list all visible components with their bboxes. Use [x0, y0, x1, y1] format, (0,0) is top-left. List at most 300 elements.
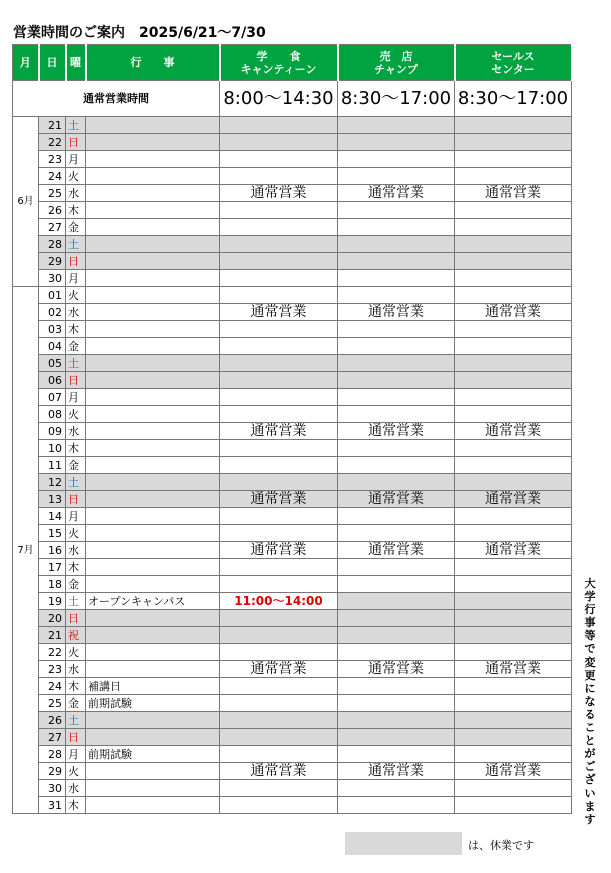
event-cell — [86, 661, 220, 678]
cafeteria-status — [220, 559, 338, 576]
shop-status — [338, 287, 455, 304]
cafeteria-status — [220, 236, 338, 253]
day-row — [13, 236, 572, 253]
sales-center-hours: 8:30～17:00 — [455, 81, 572, 117]
cafeteria-status — [220, 219, 338, 236]
shop-status — [338, 151, 455, 168]
day-number: 26 — [39, 202, 66, 219]
event-cell — [86, 202, 220, 219]
schedule-table — [12, 44, 573, 814]
day-number: 16 — [39, 542, 66, 559]
sales-center-status — [455, 270, 572, 287]
day-row — [13, 355, 572, 372]
cafeteria-status — [220, 508, 338, 525]
event-cell — [86, 610, 220, 627]
sales-center-status — [455, 253, 572, 270]
event-cell — [86, 389, 220, 406]
event-cell — [86, 338, 220, 355]
cafeteria-status — [220, 440, 338, 457]
regular-hours-row — [13, 81, 572, 117]
sales-center-status — [455, 712, 572, 729]
shop-status — [338, 559, 455, 576]
weekday: 日 — [66, 134, 86, 151]
event-cell — [86, 644, 220, 661]
cafeteria-status — [220, 168, 338, 185]
shop-status: 通常営業 — [338, 763, 455, 780]
day-row — [13, 202, 572, 219]
day-number: 23 — [39, 151, 66, 168]
day-row — [13, 491, 572, 508]
event-cell — [86, 542, 220, 559]
shop-status — [338, 270, 455, 287]
day-number: 28 — [39, 236, 66, 253]
day-row — [13, 797, 572, 814]
cafeteria-status — [220, 678, 338, 695]
event-cell — [86, 236, 220, 253]
shop-status — [338, 355, 455, 372]
day-number: 09 — [39, 423, 66, 440]
weekday: 日 — [66, 372, 86, 389]
header-month: 月 — [13, 45, 39, 81]
event-cell — [86, 355, 220, 372]
shop-status: 通常営業 — [338, 304, 455, 321]
event-cell — [86, 287, 220, 304]
shop-status — [338, 117, 455, 134]
weekday: 火 — [66, 644, 86, 661]
day-row — [13, 168, 572, 185]
event-cell — [86, 168, 220, 185]
day-number: 03 — [39, 321, 66, 338]
shop-status — [338, 627, 455, 644]
event-cell — [86, 304, 220, 321]
cafeteria-status — [220, 253, 338, 270]
weekday: 土 — [66, 474, 86, 491]
shop-status — [338, 508, 455, 525]
cafeteria-hours: 8:00～14:30 — [220, 81, 338, 117]
sales-center-status — [455, 134, 572, 151]
shop-status — [338, 678, 455, 695]
shop-status — [338, 202, 455, 219]
day-number: 15 — [39, 525, 66, 542]
day-number: 18 — [39, 576, 66, 593]
cafeteria-status: 通常営業 — [220, 423, 338, 440]
event-cell — [86, 134, 220, 151]
day-row — [13, 559, 572, 576]
sales-center-status — [455, 627, 572, 644]
event-cell — [86, 457, 220, 474]
shop-status: 通常営業 — [338, 661, 455, 678]
event-cell — [86, 797, 220, 814]
event-cell: 前期試験 — [86, 695, 220, 712]
cafeteria-status — [220, 151, 338, 168]
weekday: 土 — [66, 236, 86, 253]
event-cell — [86, 423, 220, 440]
cafeteria-status — [220, 355, 338, 372]
day-number: 10 — [39, 440, 66, 457]
day-number: 31 — [39, 797, 66, 814]
sales-center-status: 通常営業 — [455, 542, 572, 559]
day-row — [13, 644, 572, 661]
day-number: 04 — [39, 338, 66, 355]
day-number: 02 — [39, 304, 66, 321]
day-number: 05 — [39, 355, 66, 372]
weekday: 火 — [66, 525, 86, 542]
day-row — [13, 576, 572, 593]
day-row — [13, 270, 572, 287]
day-row — [13, 287, 572, 304]
cafeteria-status — [220, 610, 338, 627]
sales-center-status — [455, 695, 572, 712]
weekday: 月 — [66, 151, 86, 168]
shop-status — [338, 338, 455, 355]
day-row — [13, 423, 572, 440]
cafeteria-status: 通常営業 — [220, 763, 338, 780]
day-row — [13, 593, 572, 610]
sales-center-status — [455, 559, 572, 576]
shop-status — [338, 236, 455, 253]
event-cell — [86, 491, 220, 508]
day-number: 07 — [39, 389, 66, 406]
weekday: 土 — [66, 593, 86, 610]
day-row — [13, 372, 572, 389]
sales-center-status — [455, 576, 572, 593]
weekday: 土 — [66, 117, 86, 134]
sales-center-status — [455, 406, 572, 423]
sales-center-status — [455, 678, 572, 695]
shop-status: 通常営業 — [338, 185, 455, 202]
day-number: 20 — [39, 610, 66, 627]
shop-status — [338, 593, 455, 610]
shop-status — [338, 610, 455, 627]
day-row — [13, 627, 572, 644]
sales-center-status — [455, 236, 572, 253]
cafeteria-status — [220, 406, 338, 423]
sales-center-status — [455, 457, 572, 474]
day-number: 24 — [39, 168, 66, 185]
weekday: 金 — [66, 338, 86, 355]
day-row — [13, 780, 572, 797]
weekday: 月 — [66, 389, 86, 406]
day-row — [13, 678, 572, 695]
event-cell: 前期試験 — [86, 746, 220, 763]
weekday: 日 — [66, 610, 86, 627]
day-number: 06 — [39, 372, 66, 389]
month-label: 6月 — [13, 117, 39, 287]
day-row — [13, 610, 572, 627]
page-title: 営業時間のご案内 2025/6/21～7/30 — [13, 25, 266, 41]
day-row — [13, 763, 572, 780]
shop-status — [338, 644, 455, 661]
cafeteria-status — [220, 576, 338, 593]
weekday: 木 — [66, 797, 86, 814]
sales-center-status — [455, 117, 572, 134]
weekday: 祝 — [66, 627, 86, 644]
sales-center-status — [455, 610, 572, 627]
weekday: 水 — [66, 304, 86, 321]
event-cell — [86, 559, 220, 576]
event-cell — [86, 780, 220, 797]
sales-center-status — [455, 644, 572, 661]
event-cell — [86, 763, 220, 780]
header-sales-center: セールス センター — [455, 45, 572, 81]
sales-center-status — [455, 151, 572, 168]
day-row — [13, 406, 572, 423]
day-row — [13, 746, 572, 763]
day-number: 29 — [39, 253, 66, 270]
event-cell — [86, 627, 220, 644]
sales-center-status — [455, 797, 572, 814]
side-note: 大学行事等で変更になることがございます — [584, 577, 596, 826]
day-row — [13, 695, 572, 712]
day-number: 30 — [39, 780, 66, 797]
event-cell — [86, 117, 220, 134]
shop-status — [338, 525, 455, 542]
shop-status — [338, 746, 455, 763]
event-cell — [86, 576, 220, 593]
header-event: 行 事 — [86, 45, 220, 81]
cafeteria-status — [220, 372, 338, 389]
weekday: 金 — [66, 219, 86, 236]
weekday: 木 — [66, 440, 86, 457]
weekday: 土 — [66, 355, 86, 372]
event-cell — [86, 406, 220, 423]
weekday: 水 — [66, 661, 86, 678]
shop-hours: 8:30～17:00 — [338, 81, 455, 117]
cafeteria-status — [220, 457, 338, 474]
regular-hours-label: 通常営業時間 — [13, 81, 220, 117]
event-cell — [86, 508, 220, 525]
sales-center-status: 通常営業 — [455, 661, 572, 678]
weekday: 火 — [66, 763, 86, 780]
cafeteria-status — [220, 287, 338, 304]
shop-status — [338, 253, 455, 270]
sales-center-status — [455, 525, 572, 542]
closed-legend-swatch — [345, 832, 462, 855]
weekday: 木 — [66, 321, 86, 338]
sales-center-status: 通常営業 — [455, 304, 572, 321]
cafeteria-status — [220, 695, 338, 712]
day-row — [13, 389, 572, 406]
event-cell: オープンキャンパス — [86, 593, 220, 610]
shop-status: 通常営業 — [338, 423, 455, 440]
sales-center-status — [455, 508, 572, 525]
weekday: 水 — [66, 780, 86, 797]
sales-center-status — [455, 593, 572, 610]
header-shop: 売 店 チャンプ — [338, 45, 455, 81]
event-cell — [86, 525, 220, 542]
day-row — [13, 542, 572, 559]
event-cell: 補講日 — [86, 678, 220, 695]
day-number: 12 — [39, 474, 66, 491]
day-number: 25 — [39, 185, 66, 202]
event-cell — [86, 270, 220, 287]
weekday: 土 — [66, 712, 86, 729]
header-day: 日 — [39, 45, 66, 81]
sales-center-status: 通常営業 — [455, 491, 572, 508]
day-number: 28 — [39, 746, 66, 763]
sales-center-status — [455, 219, 572, 236]
month-label: 7月 — [13, 287, 39, 814]
shop-status — [338, 389, 455, 406]
day-number: 24 — [39, 678, 66, 695]
day-row — [13, 457, 572, 474]
weekday: 火 — [66, 287, 86, 304]
header-cafeteria: 学 食 キャンティーン — [220, 45, 338, 81]
sales-center-status — [455, 440, 572, 457]
weekday: 日 — [66, 729, 86, 746]
day-number: 22 — [39, 134, 66, 151]
sales-center-status: 通常営業 — [455, 423, 572, 440]
weekday: 水 — [66, 542, 86, 559]
weekday: 火 — [66, 168, 86, 185]
cafeteria-status — [220, 338, 338, 355]
weekday: 月 — [66, 508, 86, 525]
sales-center-status — [455, 389, 572, 406]
cafeteria-status — [220, 746, 338, 763]
event-cell — [86, 185, 220, 202]
day-number: 25 — [39, 695, 66, 712]
weekday: 火 — [66, 406, 86, 423]
event-cell — [86, 712, 220, 729]
header-row — [13, 45, 572, 81]
shop-status — [338, 780, 455, 797]
weekday: 木 — [66, 559, 86, 576]
shop-status — [338, 729, 455, 746]
weekday: 木 — [66, 678, 86, 695]
event-cell — [86, 151, 220, 168]
day-row — [13, 338, 572, 355]
cafeteria-status — [220, 474, 338, 491]
day-number: 30 — [39, 270, 66, 287]
shop-status — [338, 576, 455, 593]
weekday: 金 — [66, 457, 86, 474]
day-number: 08 — [39, 406, 66, 423]
event-cell — [86, 219, 220, 236]
day-row — [13, 729, 572, 746]
event-cell — [86, 321, 220, 338]
weekday: 金 — [66, 695, 86, 712]
day-row — [13, 525, 572, 542]
sales-center-status — [455, 321, 572, 338]
weekday: 水 — [66, 185, 86, 202]
weekday: 日 — [66, 253, 86, 270]
day-number: 26 — [39, 712, 66, 729]
cafeteria-status: 通常営業 — [220, 491, 338, 508]
day-number: 01 — [39, 287, 66, 304]
day-row — [13, 253, 572, 270]
weekday: 月 — [66, 270, 86, 287]
event-cell — [86, 372, 220, 389]
shop-status: 通常営業 — [338, 542, 455, 559]
shop-status — [338, 797, 455, 814]
cafeteria-status — [220, 644, 338, 661]
day-row — [13, 304, 572, 321]
cafeteria-status — [220, 780, 338, 797]
sales-center-status — [455, 355, 572, 372]
sales-center-status — [455, 202, 572, 219]
day-number: 21 — [39, 117, 66, 134]
day-number: 27 — [39, 219, 66, 236]
day-number: 13 — [39, 491, 66, 508]
cafeteria-status — [220, 202, 338, 219]
day-number: 19 — [39, 593, 66, 610]
day-row — [13, 321, 572, 338]
cafeteria-status: 11:00～14:00 — [220, 593, 338, 610]
shop-status — [338, 134, 455, 151]
day-row — [13, 185, 572, 202]
day-number: 17 — [39, 559, 66, 576]
sales-center-status — [455, 729, 572, 746]
shop-status — [338, 406, 455, 423]
day-number: 11 — [39, 457, 66, 474]
sales-center-status — [455, 287, 572, 304]
day-row — [13, 712, 572, 729]
sales-center-status — [455, 168, 572, 185]
weekday: 水 — [66, 423, 86, 440]
day-number: 23 — [39, 661, 66, 678]
day-number: 21 — [39, 627, 66, 644]
sales-center-status — [455, 372, 572, 389]
cafeteria-status — [220, 117, 338, 134]
shop-status — [338, 321, 455, 338]
day-number: 22 — [39, 644, 66, 661]
sales-center-status: 通常営業 — [455, 763, 572, 780]
cafeteria-status: 通常営業 — [220, 661, 338, 678]
cafeteria-status — [220, 270, 338, 287]
shop-status — [338, 168, 455, 185]
cafeteria-status — [220, 134, 338, 151]
cafeteria-status — [220, 797, 338, 814]
day-number: 27 — [39, 729, 66, 746]
sales-center-status — [455, 746, 572, 763]
cafeteria-status — [220, 712, 338, 729]
shop-status — [338, 474, 455, 491]
shop-status — [338, 219, 455, 236]
shop-status — [338, 695, 455, 712]
closed-legend-text: は、休業です — [468, 839, 534, 852]
sales-center-status — [455, 338, 572, 355]
day-number: 29 — [39, 763, 66, 780]
event-cell — [86, 253, 220, 270]
event-cell — [86, 440, 220, 457]
shop-status — [338, 440, 455, 457]
day-row — [13, 661, 572, 678]
day-number: 14 — [39, 508, 66, 525]
header-weekday: 曜 — [66, 45, 86, 81]
day-row — [13, 440, 572, 457]
day-row — [13, 134, 572, 151]
cafeteria-status — [220, 627, 338, 644]
cafeteria-status — [220, 729, 338, 746]
weekday: 日 — [66, 491, 86, 508]
shop-status — [338, 372, 455, 389]
day-row — [13, 508, 572, 525]
event-cell — [86, 729, 220, 746]
cafeteria-status: 通常営業 — [220, 542, 338, 559]
sales-center-status — [455, 474, 572, 491]
cafeteria-status: 通常営業 — [220, 304, 338, 321]
weekday: 月 — [66, 746, 86, 763]
weekday: 金 — [66, 576, 86, 593]
shop-status: 通常営業 — [338, 491, 455, 508]
day-row — [13, 219, 572, 236]
event-cell — [86, 474, 220, 491]
cafeteria-status — [220, 321, 338, 338]
sales-center-status: 通常営業 — [455, 185, 572, 202]
cafeteria-status — [220, 389, 338, 406]
weekday: 木 — [66, 202, 86, 219]
shop-status — [338, 712, 455, 729]
